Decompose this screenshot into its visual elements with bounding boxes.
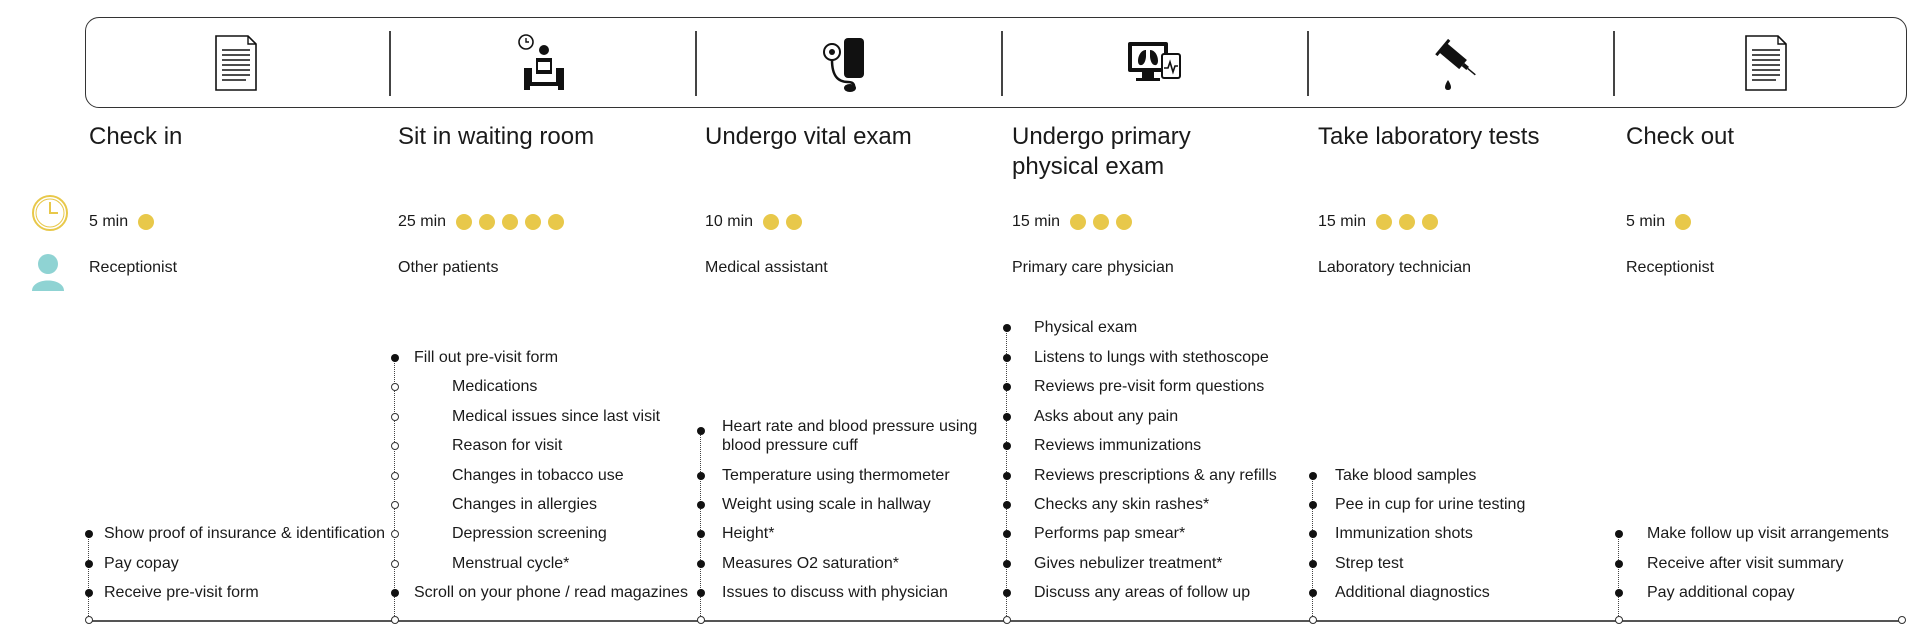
task-item: Receive after visit summary [1647, 555, 1844, 572]
task-subitem: Changes in allergies [452, 496, 597, 513]
duration-row [1626, 212, 1698, 232]
timeline-node [697, 616, 705, 624]
task-bullet [1003, 560, 1011, 568]
person-icon [30, 251, 70, 296]
task-bullet [1003, 413, 1011, 421]
role-label: Other patients [398, 259, 499, 276]
duration-dot [1070, 214, 1086, 230]
task-item: Scroll on your phone / read magazines [414, 584, 688, 601]
duration-label: 15 min [1318, 213, 1367, 230]
task-bullet [391, 442, 399, 450]
task-item: Measures O2 saturation* [722, 555, 899, 572]
task-bullet [697, 427, 705, 435]
task-bullet [85, 589, 93, 597]
task-item [722, 417, 977, 455]
duration-dot [456, 214, 472, 230]
timeline-node [1309, 616, 1317, 624]
timeline-node [1898, 616, 1906, 624]
task-text: Heart rate and blood pressure using [722, 418, 978, 435]
task-bullet [391, 354, 399, 362]
icon-divider [389, 31, 391, 96]
task-bullet [1309, 472, 1317, 480]
stage-title-line: Undergo primary [1012, 123, 1191, 150]
task-bullet [85, 560, 93, 568]
task-bullet [1003, 501, 1011, 509]
task-bullet [1309, 501, 1317, 509]
timeline-node [1003, 616, 1011, 624]
task-item: Immunization shots [1335, 525, 1473, 542]
stage-title-line: physical exam [1012, 153, 1165, 180]
task-subitem: Menstrual cycle* [452, 555, 570, 572]
task-item: Additional diagnostics [1335, 584, 1490, 601]
task-bullet [1003, 442, 1011, 450]
task-bullet [1615, 560, 1623, 568]
task-connector [1618, 534, 1619, 620]
stage-title: Undergo vital exam [705, 123, 912, 150]
stage-title: Sit in waiting room [398, 123, 595, 150]
duration-row [1318, 212, 1445, 232]
task-item: Pay additional copay [1647, 584, 1795, 601]
task-bullet [1309, 560, 1317, 568]
task-bullet [1003, 354, 1011, 362]
task-item: Temperature using thermometer [722, 467, 950, 484]
task-subitem: Changes in tobacco use [452, 467, 624, 484]
task-item: Height* [722, 525, 775, 542]
task-item: Weight using scale in hallway [722, 496, 931, 513]
task-item: Make follow up visit arrangements [1647, 525, 1889, 542]
task-bullet [1615, 530, 1623, 538]
stage-title: Check out [1626, 123, 1735, 150]
duration-dot [1399, 214, 1415, 230]
stage-title [1012, 122, 1312, 182]
task-text: blood pressure cuff [722, 437, 858, 454]
task-bullet [1003, 472, 1011, 480]
duration-label: 25 min [398, 213, 447, 230]
duration-label: 10 min [705, 213, 754, 230]
role-label: Medical assistant [705, 259, 828, 276]
task-subitem: Medical issues since last visit [452, 408, 661, 425]
task-item: Receive pre-visit form [104, 584, 259, 601]
task-bullet [697, 589, 705, 597]
task-item: Fill out pre-visit form [414, 349, 559, 366]
task-bullet [1003, 324, 1011, 332]
timeline-node [391, 616, 399, 624]
task-item: Asks about any pain [1034, 408, 1179, 425]
timeline-axis [89, 620, 1902, 622]
task-item: Pee in cup for urine testing [1335, 496, 1526, 513]
timeline-node [1615, 616, 1623, 624]
task-bullet [391, 383, 399, 391]
task-bullet [1309, 589, 1317, 597]
task-bullet [697, 530, 705, 538]
task-item: Take blood samples [1335, 467, 1477, 484]
task-bullet [391, 501, 399, 509]
duration-dot [502, 214, 518, 230]
duration-dot [786, 214, 802, 230]
task-bullet [697, 472, 705, 480]
duration-dot [1116, 214, 1132, 230]
timeline-node [85, 616, 93, 624]
duration-dot [525, 214, 541, 230]
task-bullet [697, 560, 705, 568]
duration-dot [1675, 214, 1691, 230]
task-item: Pay copay [104, 555, 179, 572]
duration-label: 5 min [89, 213, 129, 230]
stage-title: Check in [89, 123, 183, 150]
role-label: Receptionist [1626, 259, 1715, 276]
duration-label: 5 min [1626, 213, 1666, 230]
duration-dot [479, 214, 495, 230]
duration-label: 15 min [1012, 213, 1061, 230]
duration-dot [1376, 214, 1392, 230]
task-item: Listens to lungs with stethoscope [1034, 349, 1269, 366]
task-item: Performs pap smear* [1034, 525, 1186, 542]
task-connector [394, 358, 395, 620]
task-bullet [1003, 589, 1011, 597]
task-subitem: Medications [452, 378, 538, 395]
task-item: Show proof of insurance & identification [104, 525, 386, 542]
task-bullet [1309, 530, 1317, 538]
duration-row [89, 212, 161, 232]
task-bullet [391, 472, 399, 480]
task-item: Reviews prescriptions & any refills [1034, 467, 1277, 484]
clock-icon [30, 193, 70, 238]
duration-dot [1422, 214, 1438, 230]
stage-title: Take laboratory tests [1318, 123, 1540, 150]
role-label: Receptionist [89, 259, 178, 276]
task-item: Discuss any areas of follow up [1034, 584, 1251, 601]
task-bullet [391, 413, 399, 421]
task-item: Issues to discuss with physician [722, 584, 948, 601]
duration-row [705, 212, 809, 232]
task-item: Checks any skin rashes* [1034, 496, 1210, 513]
task-bullet [85, 530, 93, 538]
task-connector [88, 534, 89, 620]
duration-dot [138, 214, 154, 230]
task-subitem: Reason for visit [452, 437, 563, 454]
task-bullet [391, 589, 399, 597]
task-item: Physical exam [1034, 319, 1138, 336]
task-item: Reviews immunizations [1034, 437, 1202, 454]
task-bullet [1615, 589, 1623, 597]
duration-row [1012, 212, 1139, 232]
task-item: Reviews pre-visit form questions [1034, 378, 1265, 395]
task-item: Gives nebulizer treatment* [1034, 555, 1223, 572]
task-item: Strep test [1335, 555, 1404, 572]
task-bullet [391, 560, 399, 568]
task-subitem: Depression screening [452, 525, 607, 542]
role-label: Laboratory technician [1318, 259, 1471, 276]
duration-dot [763, 214, 779, 230]
duration-row [398, 212, 571, 232]
role-label: Primary care physician [1012, 259, 1174, 276]
task-bullet [1003, 383, 1011, 391]
task-bullet [1003, 530, 1011, 538]
task-bullet [697, 501, 705, 509]
duration-dot [1093, 214, 1109, 230]
task-connector [1312, 476, 1313, 620]
task-bullet [391, 530, 399, 538]
duration-dot [548, 214, 564, 230]
